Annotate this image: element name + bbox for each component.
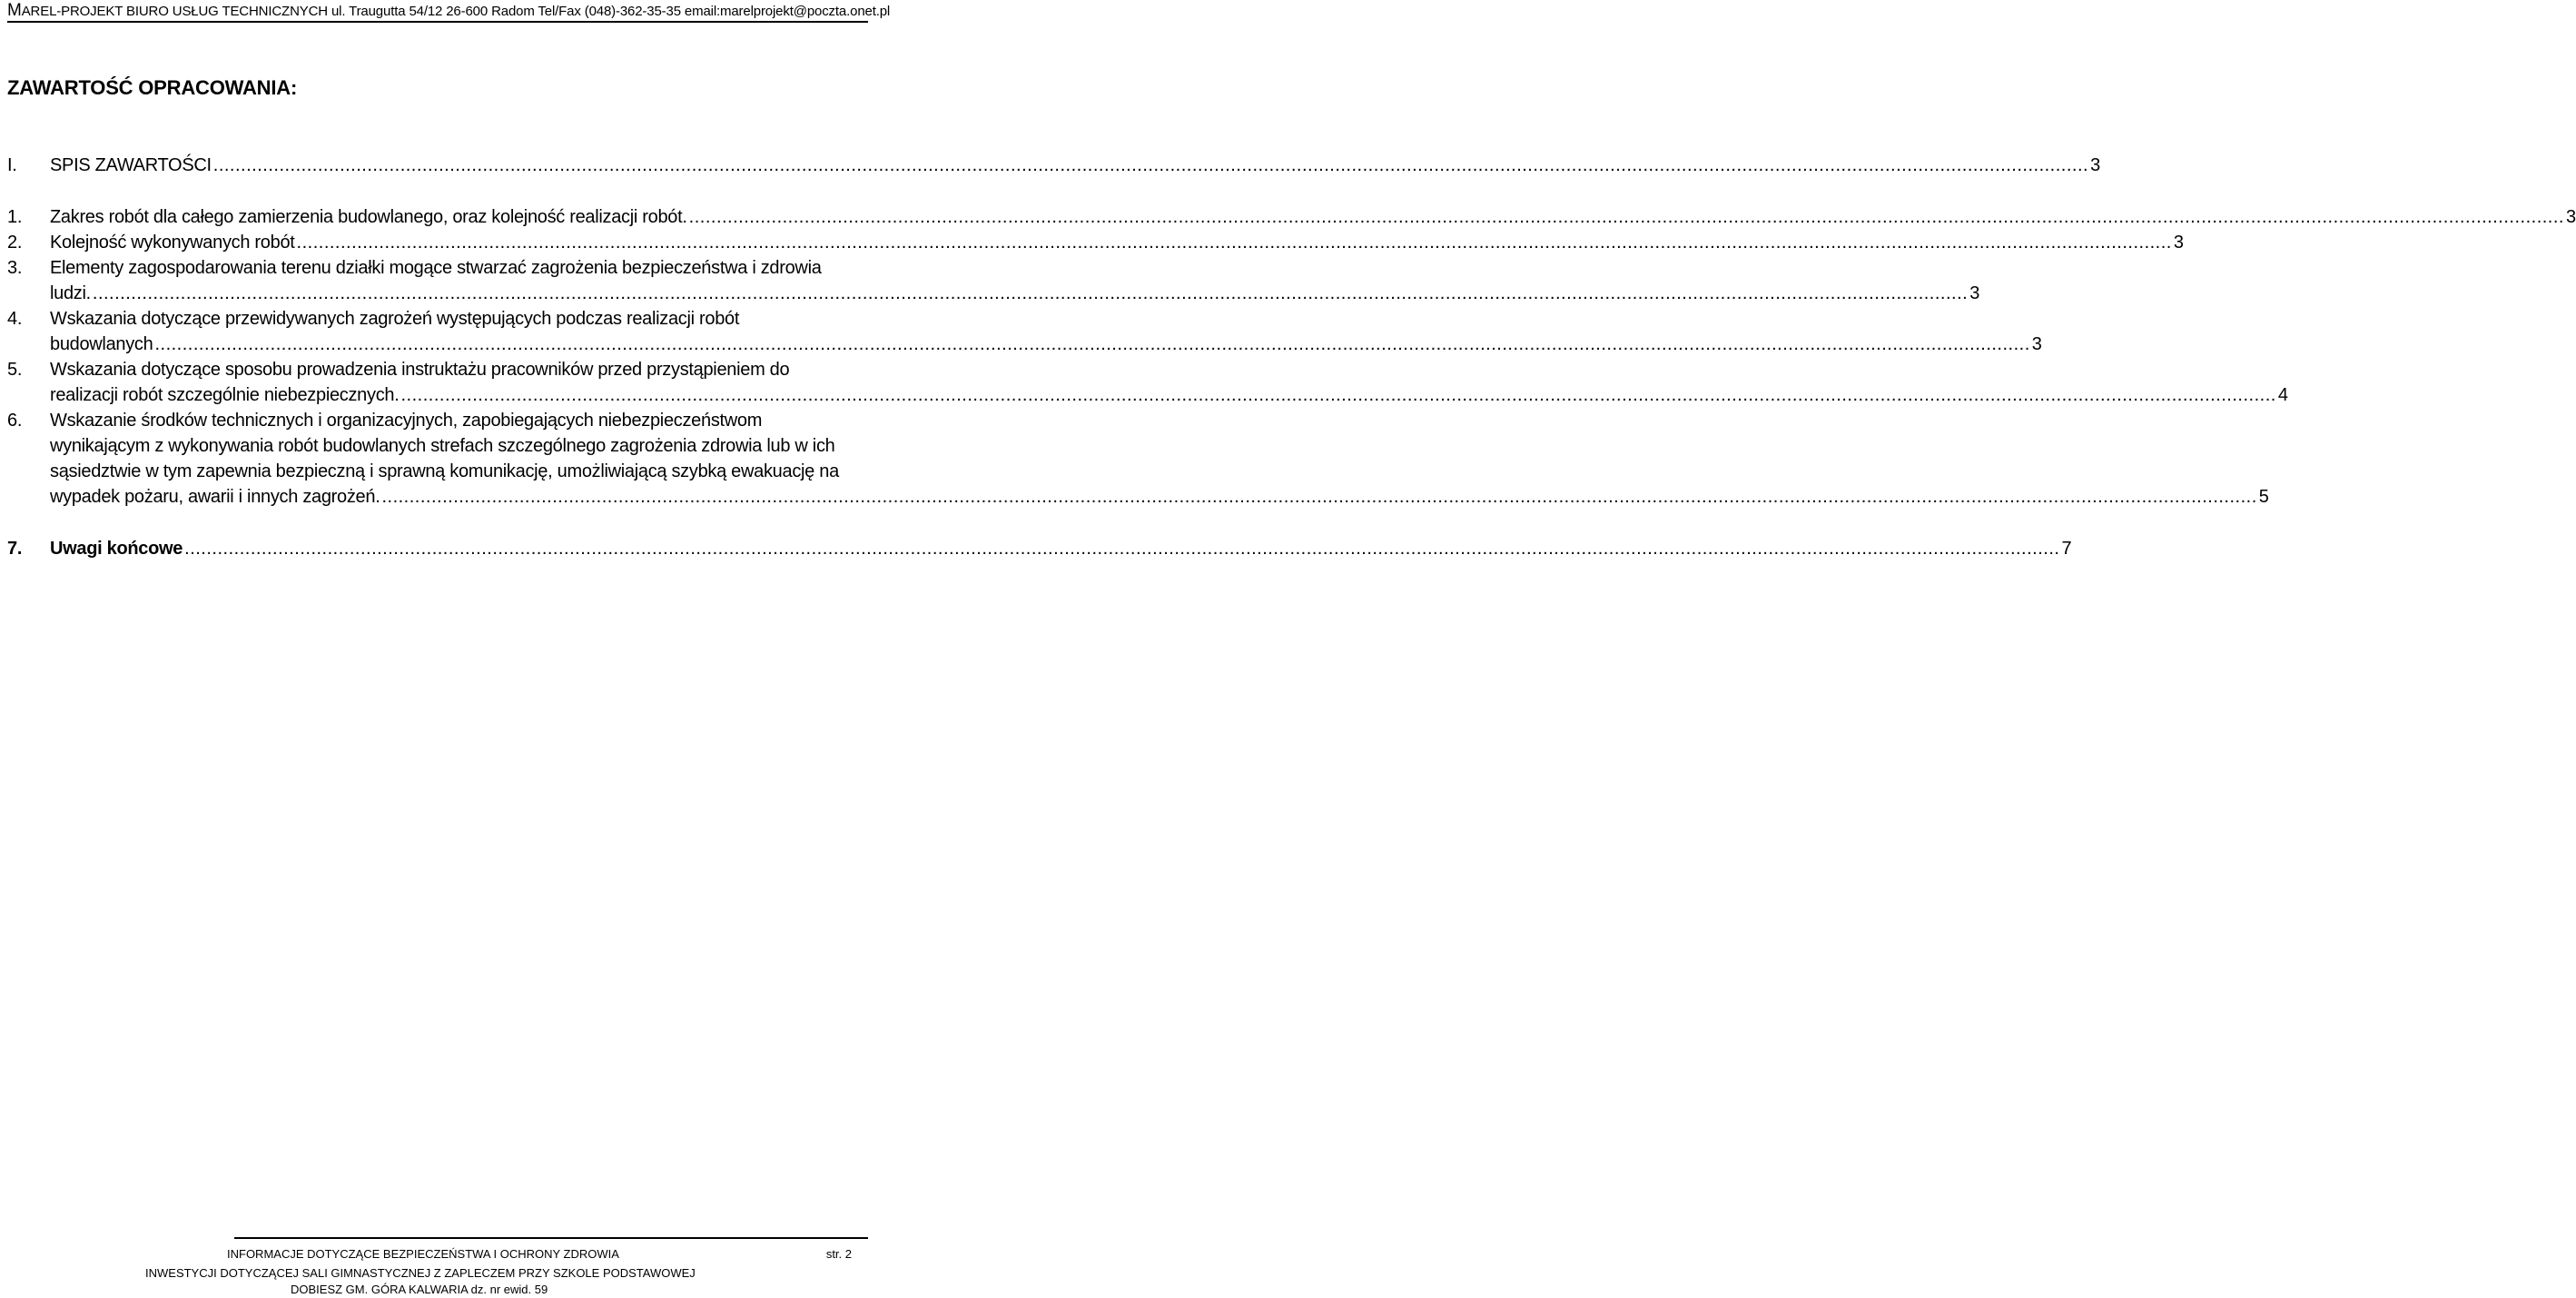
toc-entry-label: realizacji robót szczególnie niebezpiecznych. [50, 385, 400, 405]
toc-leader-dots [297, 230, 2172, 255]
header-text: AREL-PROJEKT BIURO USŁUG TECHNICZNYCH ul. Traugutta 54/12 26-600 Radom Tel/Fax (048)-362-35-35 email:marelprojekt@poczta.onet.pl [21, 4, 891, 19]
toc-final-label: Uwagi końcowe [50, 539, 183, 559]
toc-entry-text-line: sąsiedztwie w tym zapewnia bezpieczną i sprawną komunikację, umożliwiającą szybką ewakuację na [50, 461, 839, 481]
toc-main-number: I. [7, 155, 17, 175]
toc-leader-dots [213, 153, 2088, 178]
toc-final-page: 7 [2061, 539, 2072, 559]
header-initial: M [7, 1, 22, 20]
toc-entry-page: 3 [2031, 334, 2042, 354]
toc-entry-list [7, 204, 2576, 510]
toc-main-label: SPIS ZAWARTOŚCI [50, 155, 212, 175]
toc-entry-label: wypadek pożaru, awarii i innych zagrożeń. [50, 487, 380, 507]
toc-entry-text-line: wynikającym z wykonywania robót budowlanych strefach szczególnego zagrożenia zdrowia lub w ich [50, 436, 835, 456]
toc-entry-number: 5. [7, 360, 23, 380]
toc-entry-label: Zakres robót dla całego zamierzenia budowlanego, oraz kolejność realizacji robót. [50, 207, 687, 227]
toc-entry-1[interactable] [7, 204, 2576, 230]
toc-main-page: 3 [2090, 155, 2100, 175]
toc-entry-page: 3 [2565, 207, 2576, 227]
toc-entry-text-line: Elementy zagospodarowania terenu działki mogące stwarzać zagrożenia bezpieczeństwa i zdrowia [50, 258, 822, 278]
toc-entry-number: 2. [7, 233, 23, 253]
footer-title: INFORMACJE DOTYCZĄCE BEZPIECZEŃSTWA I OCHRONY ZDROWIA [227, 1247, 619, 1261]
toc-leader-dots [184, 536, 2059, 561]
toc-entry-label: budowlanych [50, 334, 153, 354]
toc-leader-dots [154, 332, 2029, 357]
toc-entry-number: 4. [7, 309, 23, 329]
toc-entry-3[interactable] [7, 255, 1980, 306]
toc-entry-text-line: Wskazanie środków technicznych i organizacyjnych, zapobiegających niebezpieczeństwom [50, 411, 763, 431]
toc-entry-text-line: Wskazania dotyczące przewidywanych zagrożeń występujących podczas realizacji robót [50, 309, 740, 329]
toc-leader-dots [401, 382, 2276, 408]
footer-investment: INWESTYCJI DOTYCZĄCEJ SALI GIMNASTYCZNEJ Z ZAPLECZEM PRZY SZKOLE PODSTAWOWEJ [145, 1266, 696, 1280]
toc-final-entry[interactable] [7, 536, 2072, 561]
toc-entry-page: 3 [1969, 283, 1980, 303]
toc-entry-page: 5 [2258, 487, 2269, 507]
document-title: ZAWARTOŚĆ OPRACOWANIA: [7, 76, 298, 99]
toc-final-number: 7. [7, 539, 23, 559]
header-divider [7, 21, 868, 23]
toc-entry-6[interactable] [7, 408, 2269, 510]
toc-entry-page: 4 [2277, 385, 2288, 405]
toc-entry-number: 6. [7, 411, 23, 431]
footer-page-number: str. 2 [825, 1247, 852, 1261]
toc-entry-number: 1. [7, 207, 23, 227]
toc-main-entry[interactable] [7, 153, 2100, 178]
footer-divider [234, 1237, 868, 1239]
toc-entry-page: 3 [2173, 233, 2184, 253]
toc-entry-5[interactable] [7, 357, 2288, 408]
toc-entry-number: 3. [7, 258, 23, 278]
toc-leader-dots [93, 281, 1968, 306]
toc-entry-text-line: Wskazania dotyczące sposobu prowadzenia instruktażu pracowników przed przystąpieniem do [50, 360, 790, 380]
toc-entry-4[interactable] [7, 306, 2042, 357]
page-footer [143, 1246, 870, 1298]
toc-leader-dots [381, 484, 2256, 510]
toc-entry-2[interactable] [7, 230, 2184, 255]
toc-entry-label: Kolejność wykonywanych robót [50, 233, 295, 253]
footer-location: DOBIESZ GM. GÓRA KALWARIA dz. nr ewid. 59 [291, 1283, 548, 1296]
toc-entry-label: ludzi. [50, 283, 91, 303]
toc-leader-dots [689, 204, 2564, 230]
page-header [7, 1, 891, 21]
